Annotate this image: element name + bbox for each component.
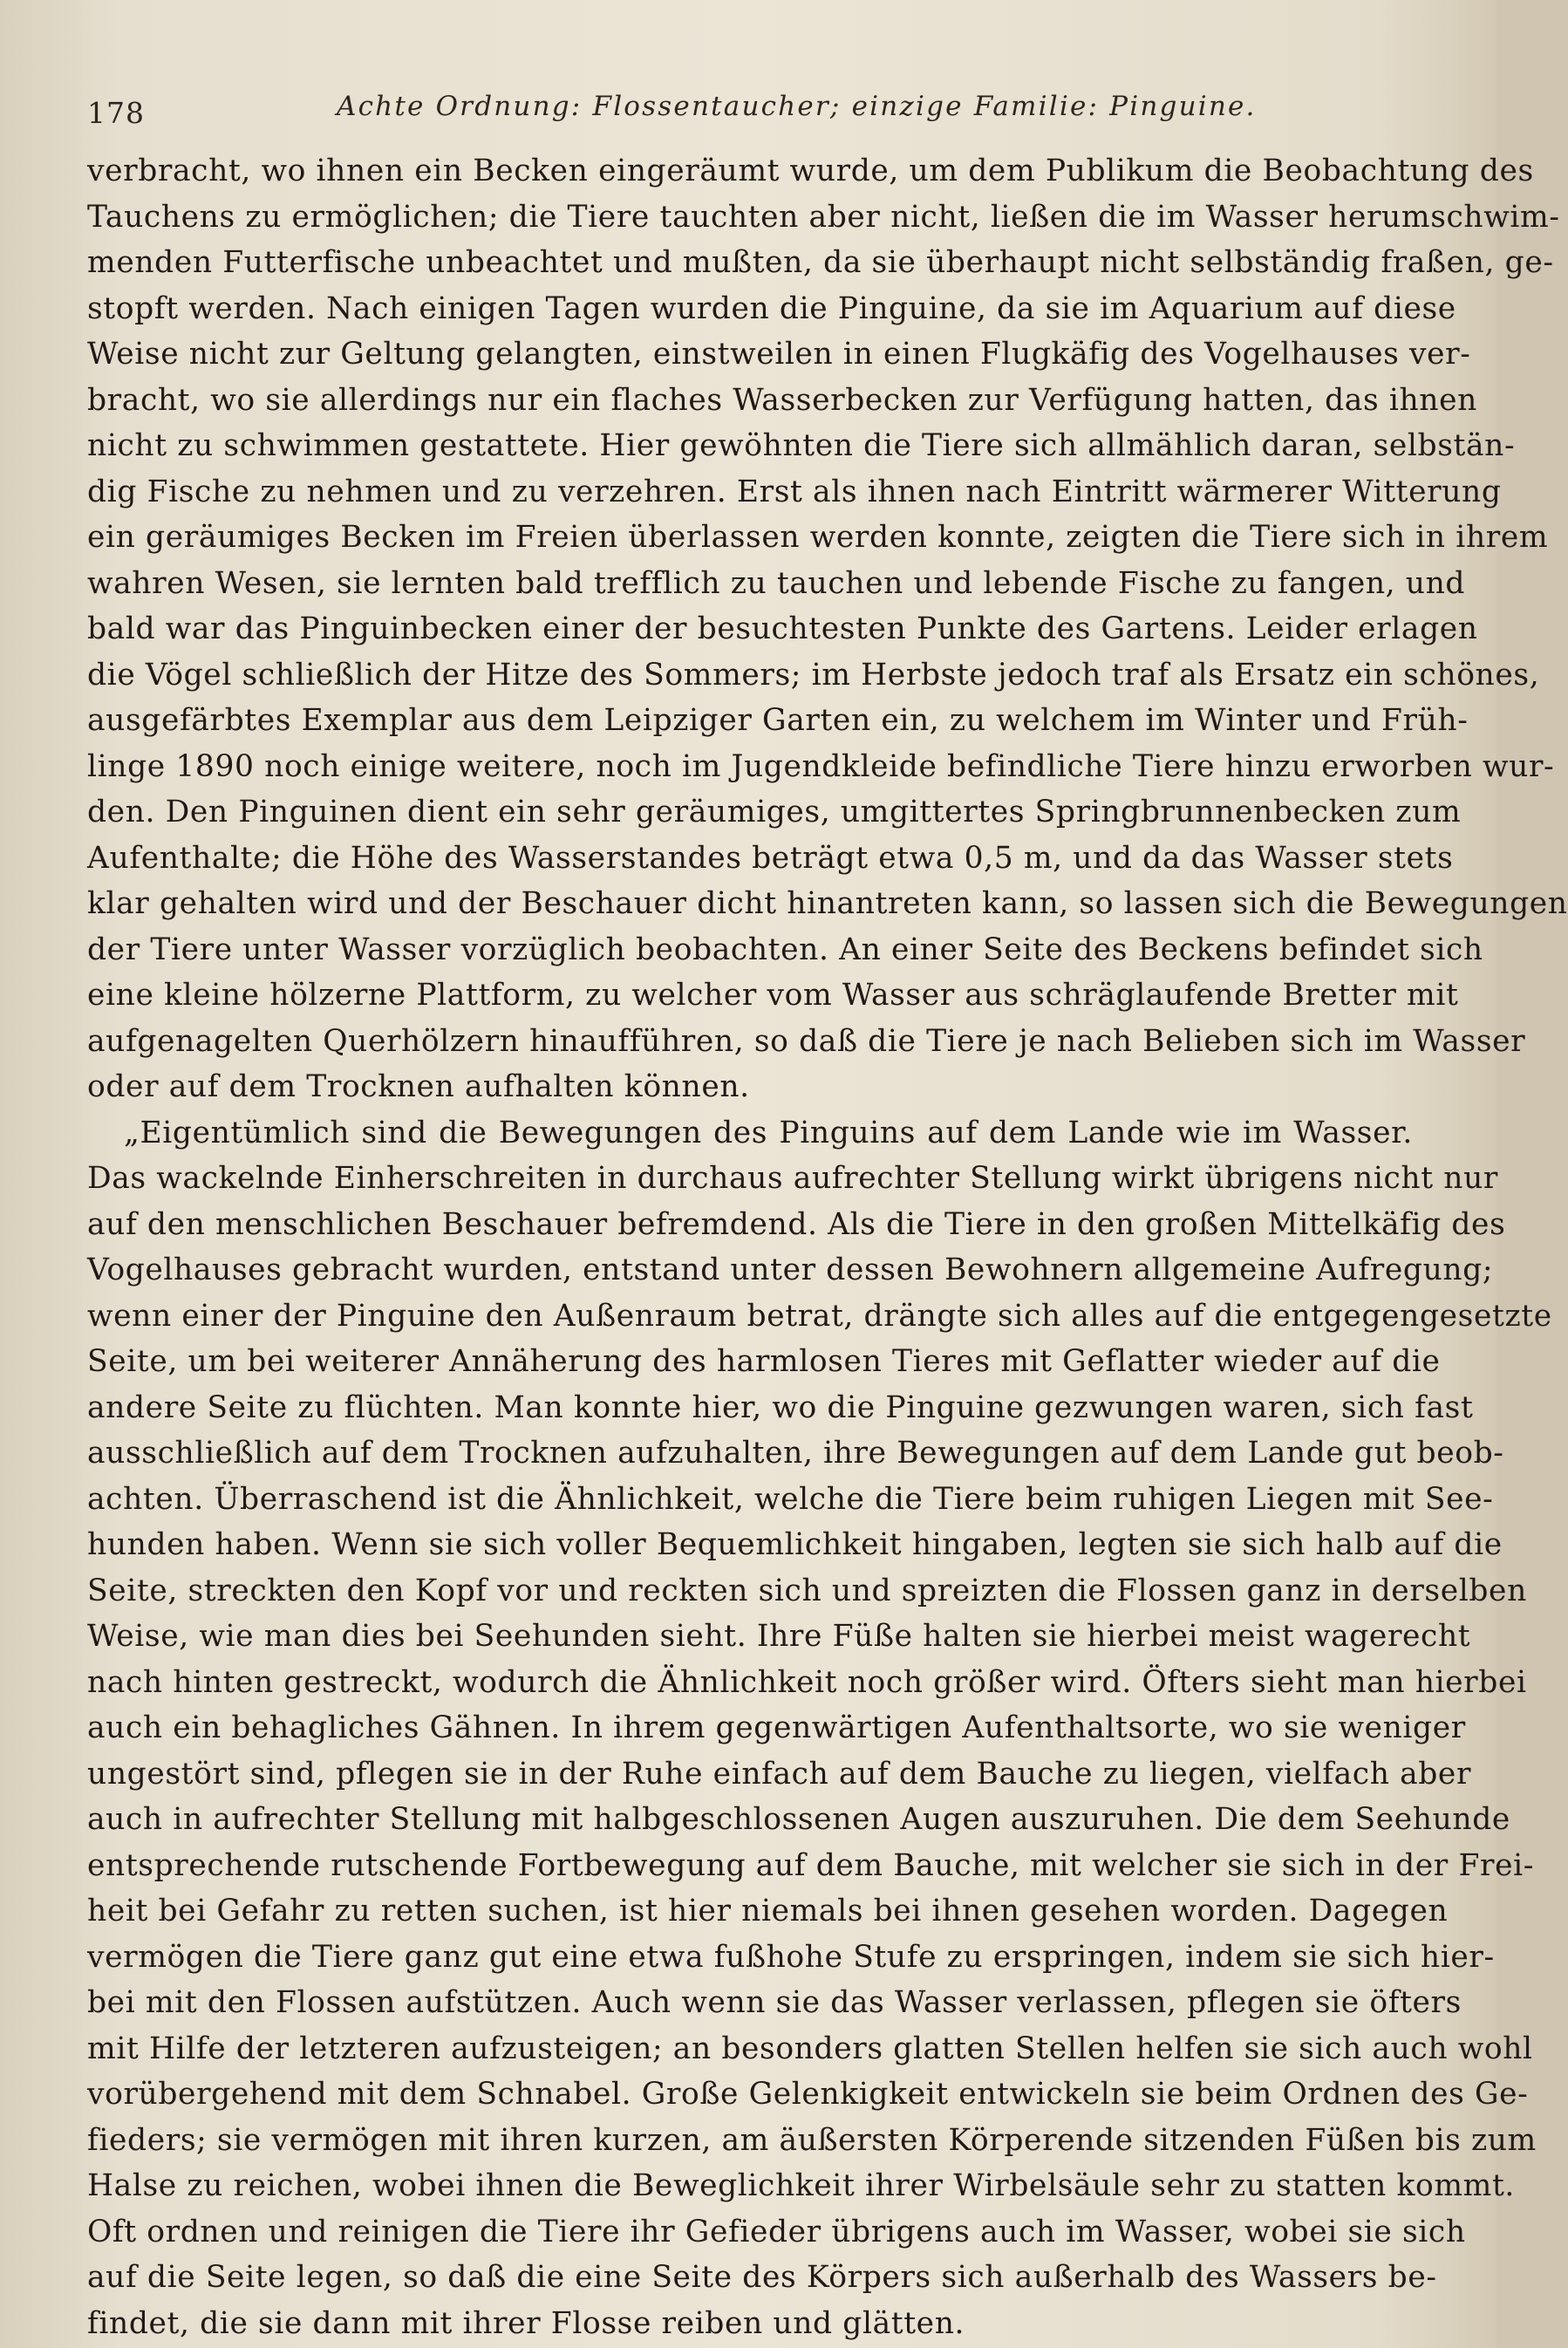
text-line: oder auf dem Trocknen aufhalten können.	[87, 1069, 750, 1104]
text-line: „Eigentümlich sind die Bewegungen des Pinguins auf dem Lande wie im Wasser.	[124, 1115, 1413, 1150]
text-line: auf die Seite legen, so daß die eine Seite des Körpers sich außerhalb des Wassers be-	[87, 2260, 1437, 2295]
text-line: andere Seite zu flüchten. Man konnte hier, wo die Pinguine gezwungen waren, sich fast	[87, 1389, 1474, 1425]
text-line: ungestört sind, pflegen sie in der Ruhe einfach auf dem Bauche zu liegen, vielfach aber	[87, 1756, 1472, 1792]
text-line: Weise, wie man dies bei Seehunden sieht. Ihre Füße halten sie hierbei meist wagerecht	[87, 1619, 1471, 1654]
text-line: ausgefärbtes Exemplar aus dem Leipziger Garten ein, zu welchem im Winter und Früh-	[87, 703, 1469, 738]
text-line: klar gehalten wird und der Beschauer dicht hinantreten kann, so lassen sich die Bewegungen	[87, 886, 1568, 921]
running-head: Achte Ordnung: Flossentaucher; einzige Familie: Pinguine.	[337, 91, 1257, 122]
text-line: auch in aufrechter Stellung mit halbgeschlossenen Augen auszuruhen. Die dem Seehunde	[87, 1802, 1510, 1837]
text-line: wahren Wesen, sie lernten bald trefflich zu tauchen und lebende Fische zu fangen, und	[87, 565, 1466, 601]
text-line: auch ein behagliches Gähnen. In ihrem gegenwärtigen Aufenthaltsorte, wo sie weniger	[87, 1710, 1466, 1745]
text-line: die Vögel schließlich der Hitze des Sommers; im Herbste jedoch traf als Ersatz ein schönes,	[87, 657, 1540, 693]
text-line: bracht, wo sie allerdings nur ein flaches Wasserbecken zur Verfügung hatten, das ihnen	[87, 382, 1477, 418]
text-line: aufgenagelten Querhölzern hinaufführen, so daß die Tiere je nach Belieben sich im Wasser	[87, 1023, 1526, 1059]
paragraph	[87, 1110, 1552, 2347]
text-line: vorübergehend mit dem Schnabel. Große Gelenkigkeit entwickeln sie beim Ordnen des Ge-	[87, 2077, 1529, 2112]
page-header	[87, 91, 1413, 129]
text-line: bald war das Pinguinbecken einer der besuchtesten Punkte des Gartens. Leider erlagen	[87, 611, 1478, 646]
text-line: ein geräumiges Becken im Freien überlassen werden konnte, zeigten die Tiere sich in ihrem	[87, 520, 1549, 555]
text-line: bei mit den Flossen aufstützen. Auch wenn sie das Wasser verlassen, pflegen sie öfters	[87, 1985, 1462, 2020]
text-line: findet, die sie dann mit ihrer Flosse reiben und glätten.	[87, 2305, 965, 2341]
paragraph	[87, 148, 1568, 1110]
text-line: Weise nicht zur Geltung gelangten, einstweilen in einen Flugkäfig des Vogelhauses ver-	[87, 337, 1471, 372]
text-line: Halse zu reichen, wobei ihnen die Beweglichkeit ihrer Wirbelsäule sehr zu statten kommt.	[87, 2168, 1515, 2203]
text-line: Seite, um bei weiterer Annäherung des harmlosen Tieres mit Geflatter wieder auf die	[87, 1344, 1441, 1379]
text-line: dig Fische zu nehmen und zu verzehren. Erst als ihnen nach Eintritt wärmerer Witterung	[87, 474, 1502, 509]
text-line: Oft ordnen und reinigen die Tiere ihr Gefieder übrigens auch im Wasser, wobei sie sich	[87, 2214, 1466, 2249]
text-line: der Tiere unter Wasser vorzüglich beobachten. An einer Seite des Beckens befindet sich	[87, 932, 1483, 967]
text-line: eine kleine hölzerne Plattform, zu welcher vom Wasser aus schräglaufende Bretter mit	[87, 978, 1459, 1013]
text-line: nicht zu schwimmen gestattete. Hier gewöhnten die Tiere sich allmählich daran, selbstän-	[87, 428, 1516, 463]
text-line: menden Futterfische unbeachtet und mußten, da sie überhaupt nicht selbständig fraßen, ge-	[87, 245, 1554, 280]
text-line: hunden haben. Wenn sie sich voller Bequemlichkeit hingaben, legten sie sich halb auf die	[87, 1527, 1503, 1562]
text-line: heit bei Gefahr zu retten suchen, ist hier niemals bei ihnen gesehen worden. Dagegen	[87, 1894, 1449, 1928]
text-line: linge 1890 noch einige weitere, noch im Jugendkleide befindliche Tiere hinzu erworben wur-	[87, 748, 1555, 784]
text-line: mit Hilfe der letzteren aufzusteigen; an besonders glatten Stellen helfen sie sich auch wohl	[87, 2031, 1533, 2066]
text-line: vermögen die Tiere ganz gut eine etwa fußhohe Stufe zu erspringen, indem sie sich hier-	[87, 1939, 1495, 1975]
text-line: Tauchens zu ermöglichen; die Tiere tauchten aber nicht, ließen die im Wasser herumschwim-	[87, 199, 1560, 235]
text-line: den. Den Pinguinen dient ein sehr geräumiges, umgittertes Springbrunnenbecken zum	[87, 795, 1462, 829]
text-line: achten. Überraschend ist die Ähnlichkeit, welche die Tiere beim ruhigen Liegen mit See-	[87, 1481, 1494, 1517]
text-line: entsprechende rutschende Fortbewegung auf dem Bauche, mit welcher sie sich in der Frei-	[87, 1847, 1534, 1883]
text-line: Aufenthalte; die Höhe des Wasserstandes beträgt etwa 0,5 m, und da das Wasser stets	[87, 840, 1454, 876]
text-line: fieders; sie vermögen mit ihren kurzen, am äußersten Körperende sitzenden Füßen bis zum	[87, 2122, 1537, 2158]
text-line: Das wackelnde Einherschreiten in durchaus aufrechter Stellung wirkt übrigens nicht nur	[87, 1161, 1498, 1196]
text-line: wenn einer der Pinguine den Außenraum betrat, drängte sich alles auf die entgegengesetzte	[87, 1298, 1552, 1334]
text-line: ausschließlich auf dem Trocknen aufzuhalten, ihre Bewegungen auf dem Lande gut beob-	[87, 1436, 1504, 1471]
page-number: 178	[87, 96, 145, 130]
text-line: verbracht, wo ihnen ein Becken eingeräumt wurde, um dem Publikum die Beobachtung des	[87, 154, 1534, 188]
body-text	[87, 148, 1568, 2346]
text-line: auf den menschlichen Beschauer befremdend. Als die Tiere in den großen Mittelkäfig des	[87, 1206, 1506, 1242]
text-line: Vogelhauses gebracht wurden, entstand unter dessen Bewohnern allgemeine Aufregung;	[87, 1252, 1494, 1287]
text-line: Seite, streckten den Kopf vor und reckten sich und spreizten die Flossen ganz in derselben	[87, 1573, 1527, 1608]
text-line: nach hinten gestreckt, wodurch die Ähnlichkeit noch größer wird. Öfters sieht man hierbei	[87, 1664, 1527, 1700]
text-line: stopft werden. Nach einigen Tagen wurden die Pinguine, da sie im Aquarium auf diese	[87, 290, 1456, 326]
